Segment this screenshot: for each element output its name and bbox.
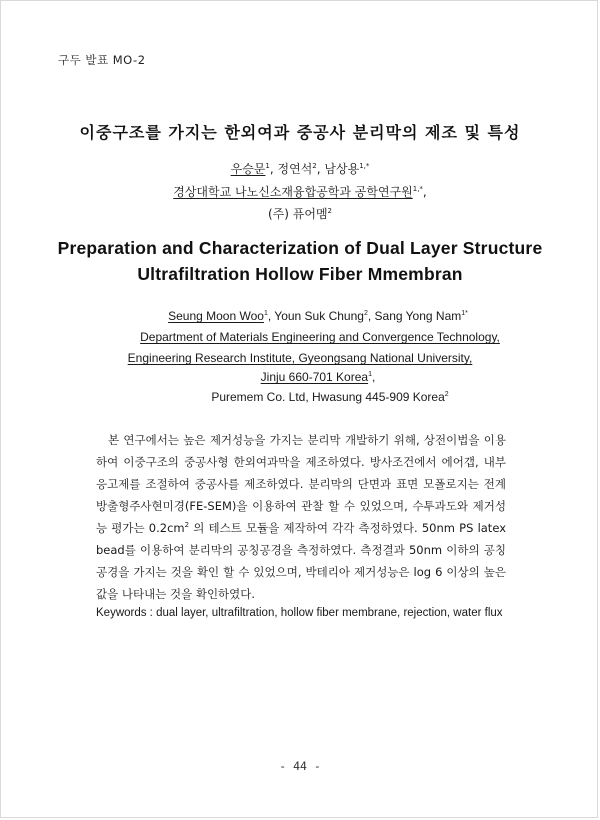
page-number: - 44 -: [279, 759, 321, 773]
english-author-2-sup: 2: [363, 310, 368, 317]
english-company: [0, 390, 600, 404]
korean-company: [0, 205, 600, 222]
english-authors: [0, 309, 600, 323]
korean-author-1: 우승문: [230, 162, 266, 176]
english-title-line-1: Preparation and Characterization of Dual Layer Structure: [57, 238, 543, 258]
english-author-3: Sang Yong Nam: [374, 309, 462, 323]
english-institute-text: Engineering Research Institute, Gyeongsang National University,: [127, 351, 473, 365]
english-department-text: Department of Materials Engineering and Convergence Technology,: [140, 330, 500, 344]
english-author-3-sup: 1*: [461, 310, 468, 317]
english-institute: [0, 351, 600, 365]
korean-affiliation-sup: 1,*: [412, 185, 423, 193]
korean-company-sup: 2: [327, 207, 332, 215]
abstract-sup: 2: [184, 521, 190, 530]
korean-author-sep-1: ,: [269, 162, 278, 176]
english-title-line-2: Ultrafiltration Hollow Fiber Mmembran: [137, 264, 463, 284]
korean-author-1-sup: 1: [265, 162, 270, 170]
abstract-part-2: 의 테스트 모듈을 제작하여 각각 측정하였다. 50nm PS latex bead를 이용하여 분리막의 공칭공경을 측정하였다. 측정결과 50nm 이하의 공칭공경을 가지는 것을 확인 할 수 있었으며, 박테리아 제거성능은 log 6 이상의 높은 값을 나타내는 것을 확인하였다.: [96, 521, 506, 601]
korean-author-sep-2: ,: [316, 162, 325, 176]
korean-title: 이중구조를 가지는 한외여과 중공사 분리막의 제조 및 특성: [79, 123, 521, 142]
korean-author-3: 남상용: [324, 162, 360, 176]
english-author-1-sup: 1: [263, 310, 268, 317]
english-city: [0, 370, 600, 384]
korean-author-2: 정연석: [277, 162, 313, 176]
english-company-text: Puremem Co. Ltd, Hwasung 445-909 Korea: [211, 390, 445, 404]
korean-affiliation: [0, 183, 600, 200]
korean-affiliation-tail: ,: [422, 185, 427, 199]
abstract-part-1: 본 연구에서는 높은 제거성능을 가지는 분리막 개발하기 위해, 상전이법을 이용하여 이중구조의 중공사형 한외여과막을 제조하였다. 방사조건에서 에어갭, 내부응고제를 조절하여 중공사를 제조하였다. 분리막의 단면과 표면 모폴로지는 전계방출형주사현미경(FE-SEM)을 이용하여 관찰 할 수 있었으며, 수투과도와 제거성능 평가는 0.2cm: [96, 433, 506, 535]
english-author-1: Seung Moon Woo: [168, 309, 264, 323]
session-label: 구두 발표 MO-2: [58, 53, 146, 67]
korean-author-3-sup: 1,*: [359, 162, 370, 170]
keywords: Keywords : dual layer, ultrafiltration, hollow fiber membrane, rejection, water flux: [96, 607, 503, 619]
english-city-sup: 1: [368, 371, 372, 378]
abstract-paragraph: [96, 429, 506, 605]
english-department: [0, 330, 600, 344]
english-city-tail: ,: [371, 370, 376, 384]
korean-affiliation-text: 경상대학교 나노신소재융합공학과 공학연구원: [173, 185, 413, 199]
korean-author-2-sup: 2: [312, 162, 317, 170]
english-author-sep-2: ,: [367, 309, 375, 323]
english-city-text: Jinju 660-701 Korea: [260, 370, 369, 384]
korean-authors: [0, 160, 600, 177]
english-author-2: Youn Suk Chung: [274, 309, 364, 323]
english-company-sup: 2: [444, 391, 449, 398]
english-author-sep-1: ,: [267, 309, 275, 323]
korean-company-text: (주) 퓨어멤: [267, 207, 328, 221]
